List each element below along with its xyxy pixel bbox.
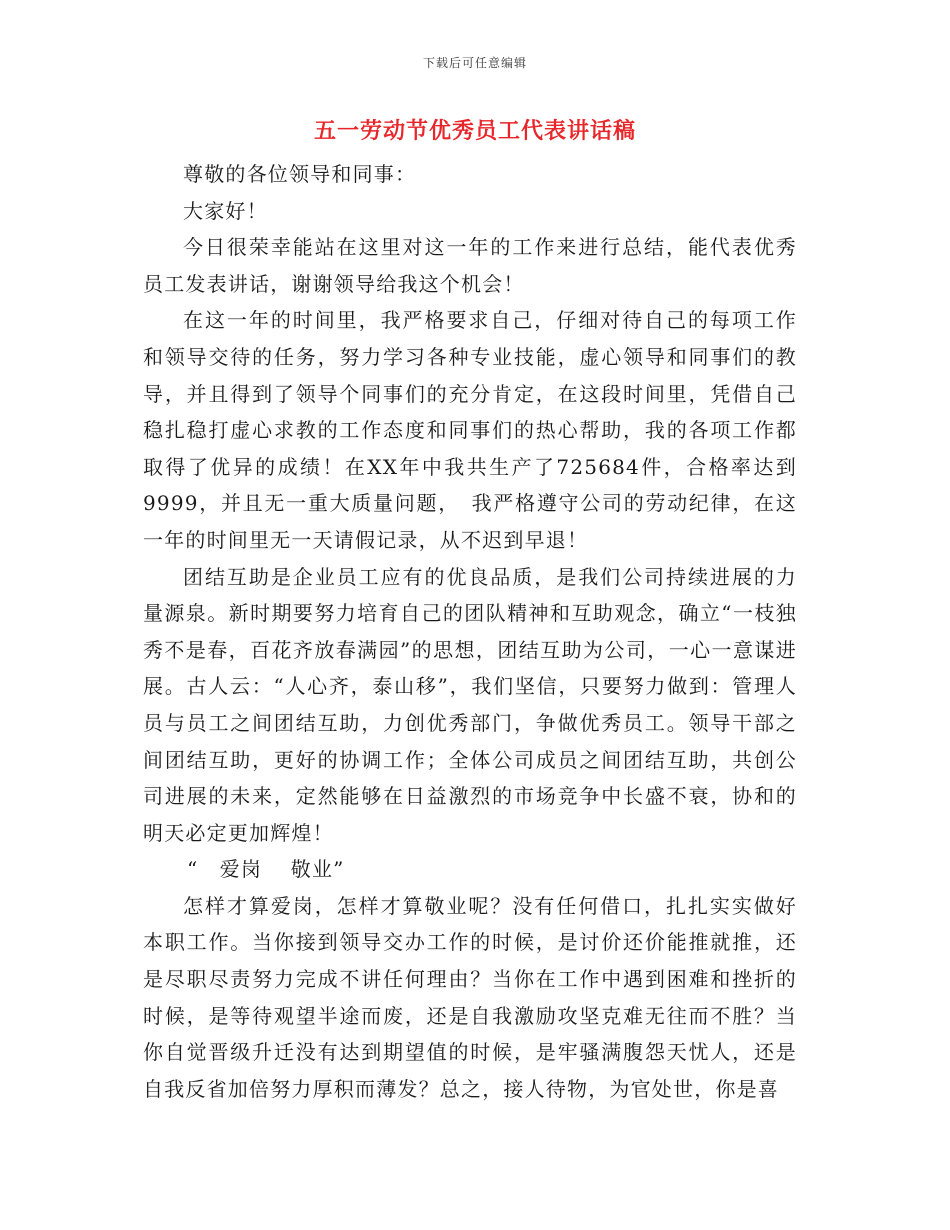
paragraph: 在这一年的时间里，我严格要求自己，仔细对待自己的每项工作和领导交待的任务，努力学习各种专业技能，虚心领导和同事们的教导，并且得到了领导个同事们的充分肯定，在这段时间里，凭借自己稳扎稳打虚心求教的工作态度和同事们的热心帮助，我的各项工作都取得了优异的成绩！在XX年中我共生产了725684件，合格率达到9999，并且无一重大质量问题， 我严格遵守公司的劳动纪律，在这一年的时间里无一天请假记录，从不迟到早退！	[143, 308, 797, 552]
document-body	[143, 156, 797, 1107]
greeting: 大家好！	[183, 198, 268, 223]
document-title: 五一劳动节优秀员工代表讲话稿	[313, 119, 636, 144]
paragraph: 团结互助是企业员工应有的优良品质，是我们公司持续进展的力量源泉。新时期要努力培育自己的团队精神和互助观念，确立“一枝独秀不是春，百花齐放春满园”的思想，团结互助为公司，一心一意谋进展。古人云：“人心齐，泰山移”，我们坚信，只要努力做到：管理人员与员工之间团结互助，力创优秀部门，争做优秀员工。领导干部之间团结互助，更好的协调工作；全体公司成员之间团结互助，共创公司进展的未来，定然能够在日益激烈的市场竞争中长盛不衰，协和的明天必定更加辉煌！	[143, 564, 797, 845]
header-note: 下载后可任意编辑	[422, 56, 527, 70]
paragraph: 今日很荣幸能站在这里对这一年的工作来进行总结，能代表优秀员工发表讲话，谢谢领导给我这个机会！	[143, 235, 797, 296]
paragraph: 怎样才算爱岗，怎样才算敬业呢？没有任何借口，扎扎实实做好本职工作。当你接到领导交办工作的时候，是讨价还价能推就推，还是尽职尽责努力完成不讲任何理由？当你在工作中遇到困难和挫折的时候，是等待观望半途而废，还是自我激励攻坚克难无往而不胜？当你自觉晋级升迁没有达到期望值的时候，是牢骚满腹怨天忧人，还是自我反省加倍努力厚积而薄发？总之，接人待物，为官处世，你是喜	[143, 893, 797, 1101]
section-subheading: “ 爱岗 敬业”	[187, 857, 345, 882]
salutation: 尊敬的各位领导和同事：	[183, 162, 417, 186]
